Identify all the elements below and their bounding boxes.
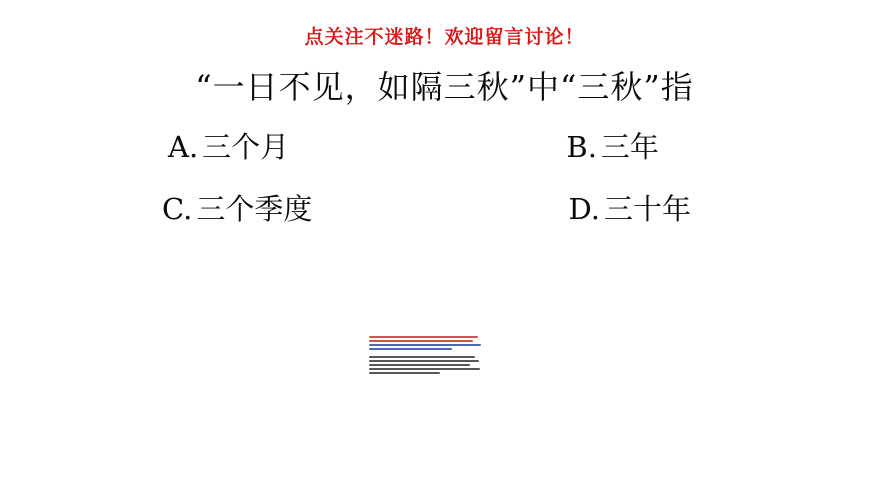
text-snippet-thumbnail	[366, 334, 490, 394]
options-row-1	[160, 125, 780, 187]
option-c[interactable]	[160, 187, 547, 228]
promo-banner: 点关注不迷路！欢迎留言讨论！	[304, 26, 585, 48]
option-a-letter: A.	[168, 130, 199, 164]
option-b-letter: B.	[566, 130, 597, 164]
option-b[interactable]	[556, 125, 780, 166]
thumbnail-text-line	[369, 364, 470, 366]
option-d[interactable]	[547, 187, 780, 228]
thumbnail-text-line	[369, 348, 452, 350]
option-a-label: 三个月	[202, 130, 290, 164]
thumbnail-text-line	[369, 356, 475, 358]
option-c-letter: C.	[162, 192, 193, 226]
thumbnail-text-line	[369, 368, 480, 370]
option-c-label: 三个季度	[196, 192, 313, 226]
option-d-letter: D.	[568, 192, 600, 226]
option-a[interactable]	[160, 125, 556, 166]
thumbnail-text-line	[369, 360, 479, 362]
question-text: “一日不见，如隔三秋”中“三秋”指	[195, 68, 694, 106]
option-d-label: 三十年	[603, 192, 691, 226]
thumbnail-text-line	[369, 344, 481, 346]
options-row-2	[160, 187, 780, 249]
thumbnail-text-line	[369, 340, 473, 342]
options-list	[160, 125, 780, 249]
thumbnail-text-line	[369, 372, 440, 374]
thumbnail-text-line	[369, 336, 478, 338]
option-b-label: 三年	[600, 130, 659, 164]
